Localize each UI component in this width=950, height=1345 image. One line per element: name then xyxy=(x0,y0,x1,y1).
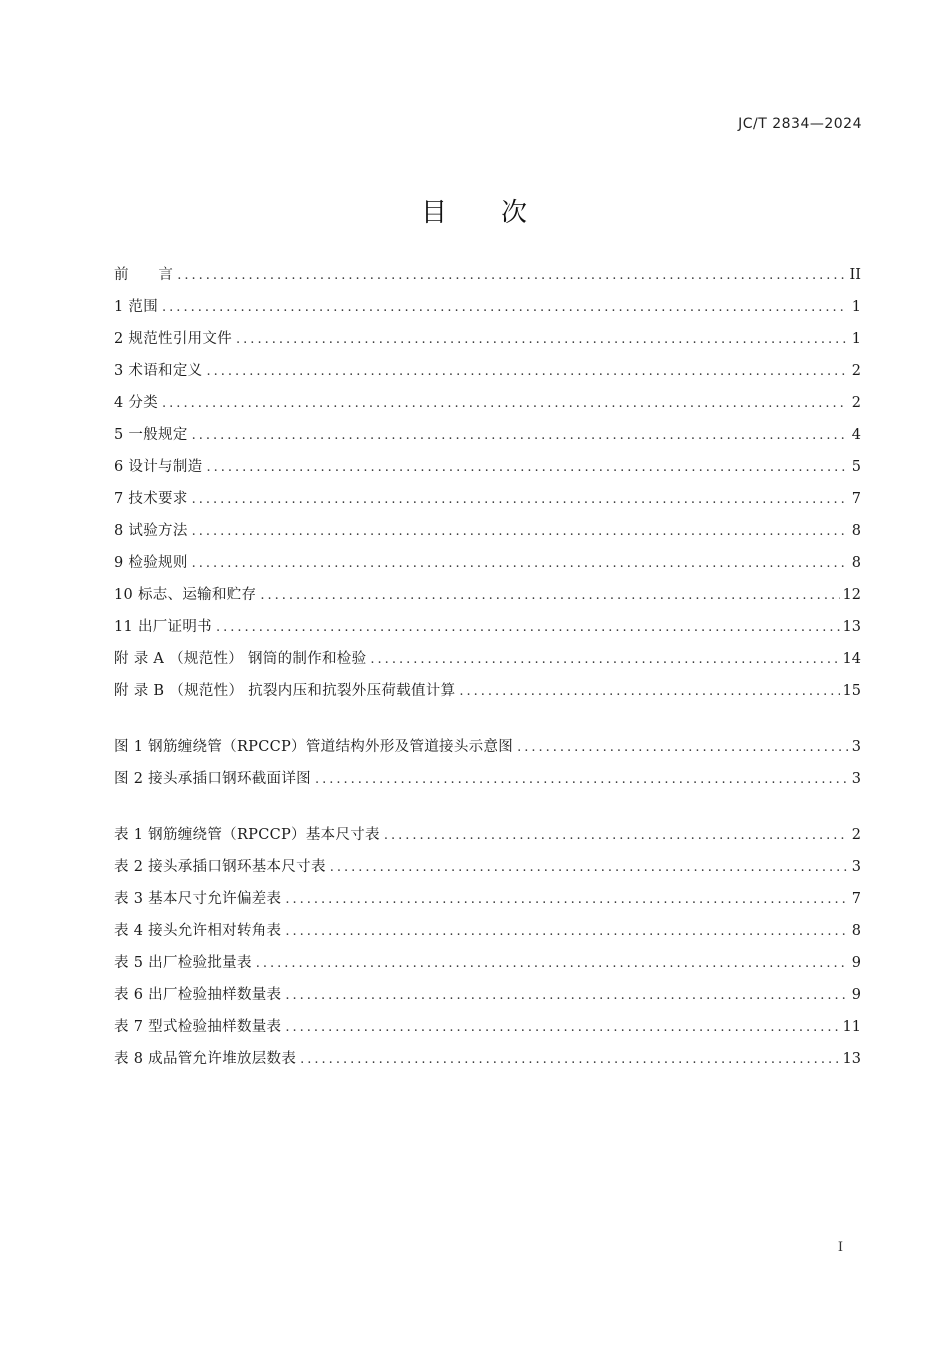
toc-dot-leader xyxy=(285,916,848,948)
toc-figures xyxy=(114,731,861,795)
toc-entry-label: 前 言 xyxy=(114,267,174,283)
toc-entry-table-2[interactable] xyxy=(114,851,861,883)
toc-entry-page: 3 xyxy=(851,859,861,875)
toc-entry-appendix-b[interactable] xyxy=(114,675,861,707)
toc-entry-page: 8 xyxy=(851,923,861,939)
toc-title-part2: 次 xyxy=(501,198,530,228)
toc-entry-page: II xyxy=(849,267,861,283)
toc-entry-figure-2[interactable] xyxy=(114,763,861,795)
toc-entry-page: 7 xyxy=(851,891,861,907)
toc-entry-chapter-9[interactable] xyxy=(114,547,861,579)
toc-entry-label: 附 录 A （规范性） 钢筒的制作和检验 xyxy=(114,651,367,667)
toc-entry-page: 14 xyxy=(842,651,861,667)
toc-entry-label: 5 一般规定 xyxy=(114,427,188,443)
toc-entry-table-3[interactable] xyxy=(114,883,861,915)
toc-dot-leader xyxy=(370,644,839,676)
toc-entry-label: 表 2 接头承插口钢环基本尺寸表 xyxy=(114,859,326,875)
toc-entry-label: 图 1 钢筋缠绕管（RPCCP）管道结构外形及管道接头示意图 xyxy=(114,739,514,755)
toc-entry-page: 1 xyxy=(851,299,861,315)
toc-dot-leader xyxy=(192,548,848,580)
toc-entry-label: 6 设计与制造 xyxy=(114,459,203,475)
toc-entry-page: 8 xyxy=(851,523,861,539)
toc-entry-label: 2 规范性引用文件 xyxy=(114,331,233,347)
toc-entry-page: 2 xyxy=(851,827,861,843)
toc-entry-page: 11 xyxy=(842,1019,861,1035)
toc-entry-chapter-1[interactable] xyxy=(114,291,861,323)
toc-entry-page: 7 xyxy=(851,491,861,507)
toc-entry-label: 附 录 B （规范性） 抗裂内压和抗裂外压荷载值计算 xyxy=(114,683,456,699)
toc-entry-label: 11 出厂证明书 xyxy=(114,619,212,635)
toc-dot-leader xyxy=(260,580,839,612)
document-code: JC/T 2834—2024 xyxy=(738,116,862,132)
toc-tables xyxy=(114,819,861,1075)
toc-entry-label: 1 范围 xyxy=(114,299,159,315)
toc-entry-table-8[interactable] xyxy=(114,1043,861,1075)
toc-entry-page: 13 xyxy=(842,1051,861,1067)
toc-dot-leader xyxy=(192,484,848,516)
toc-entry-table-5[interactable] xyxy=(114,947,861,979)
toc-entry-chapter-3[interactable] xyxy=(114,355,861,387)
toc-dot-leader xyxy=(256,948,848,980)
toc-entry-appendix-a[interactable] xyxy=(114,643,861,675)
toc-entry-page: 3 xyxy=(851,739,861,755)
toc-title xyxy=(0,192,950,229)
toc-dot-leader xyxy=(216,612,840,644)
toc-entry-table-7[interactable] xyxy=(114,1011,861,1043)
toc-entry-chapter-5[interactable] xyxy=(114,419,861,451)
toc-dot-leader xyxy=(206,452,848,484)
toc-dot-leader xyxy=(236,324,848,356)
toc-dot-leader xyxy=(285,1012,839,1044)
toc-entry-chapter-7[interactable] xyxy=(114,483,861,515)
toc-entry-page: 15 xyxy=(842,683,861,699)
toc-entry-table-6[interactable] xyxy=(114,979,861,1011)
toc-entry-page: 3 xyxy=(851,771,861,787)
toc-chapters xyxy=(114,259,861,707)
toc-entry-chapter-11[interactable] xyxy=(114,611,861,643)
toc-dot-leader xyxy=(285,980,848,1012)
toc-entry-page: 9 xyxy=(851,987,861,1003)
toc-entry-chapter-4[interactable] xyxy=(114,387,861,419)
toc-entry-chapter-8[interactable] xyxy=(114,515,861,547)
toc-dot-leader xyxy=(285,884,848,916)
toc-entry-label: 3 术语和定义 xyxy=(114,363,203,379)
toc-entry-page: 2 xyxy=(851,395,861,411)
toc-entry-label: 表 4 接头允许相对转角表 xyxy=(114,923,282,939)
toc-dot-leader xyxy=(162,388,848,420)
toc-dot-leader xyxy=(315,764,848,796)
toc-entry-chapter-10[interactable] xyxy=(114,579,861,611)
toc-entry-page: 4 xyxy=(851,427,861,443)
toc-dot-leader xyxy=(192,420,848,452)
toc-entry-figure-1[interactable] xyxy=(114,731,861,763)
toc-entry-table-4[interactable] xyxy=(114,915,861,947)
toc-dot-leader xyxy=(517,732,848,764)
toc-entry-foreword[interactable] xyxy=(114,259,861,291)
toc-dot-leader xyxy=(162,292,848,324)
toc-dot-leader xyxy=(192,516,848,548)
toc-entry-page: 1 xyxy=(851,331,861,347)
toc-entry-page: 9 xyxy=(851,955,861,971)
toc-entry-label: 表 6 出厂检验抽样数量表 xyxy=(114,987,282,1003)
toc-dot-leader xyxy=(206,356,848,388)
toc-dot-leader xyxy=(384,820,848,852)
toc-entry-label: 表 7 型式检验抽样数量表 xyxy=(114,1019,282,1035)
toc-entry-label: 4 分类 xyxy=(114,395,159,411)
toc-entry-label: 9 检验规则 xyxy=(114,555,188,571)
toc-title-part1: 目 xyxy=(420,198,449,228)
toc-entry-chapter-2[interactable] xyxy=(114,323,861,355)
toc-entry-label: 表 5 出厂检验批量表 xyxy=(114,955,252,971)
toc-entry-chapter-6[interactable] xyxy=(114,451,861,483)
toc-entry-page: 12 xyxy=(842,587,861,603)
toc-entry-page: 5 xyxy=(851,459,861,475)
toc-dot-leader xyxy=(300,1044,839,1076)
toc-entry-page: 2 xyxy=(851,363,861,379)
toc-entry-table-1[interactable] xyxy=(114,819,861,851)
toc-entry-label: 图 2 接头承插口钢环截面详图 xyxy=(114,771,311,787)
toc-entry-label: 8 试验方法 xyxy=(114,523,188,539)
toc-entry-label: 表 3 基本尺寸允许偏差表 xyxy=(114,891,282,907)
toc-dot-leader xyxy=(330,852,848,884)
toc-dot-leader xyxy=(177,260,846,292)
toc-entry-label: 10 标志、运输和贮存 xyxy=(114,587,257,603)
toc-entry-page: 8 xyxy=(851,555,861,571)
toc-entry-label: 表 1 钢筋缠绕管（RPCCP）基本尺寸表 xyxy=(114,827,380,843)
toc-entry-label: 7 技术要求 xyxy=(114,491,188,507)
toc-entry-label: 表 8 成品管允许堆放层数表 xyxy=(114,1051,297,1067)
toc-dot-leader xyxy=(459,676,839,708)
page-number: I xyxy=(837,1240,843,1255)
toc-entry-page: 13 xyxy=(842,619,861,635)
